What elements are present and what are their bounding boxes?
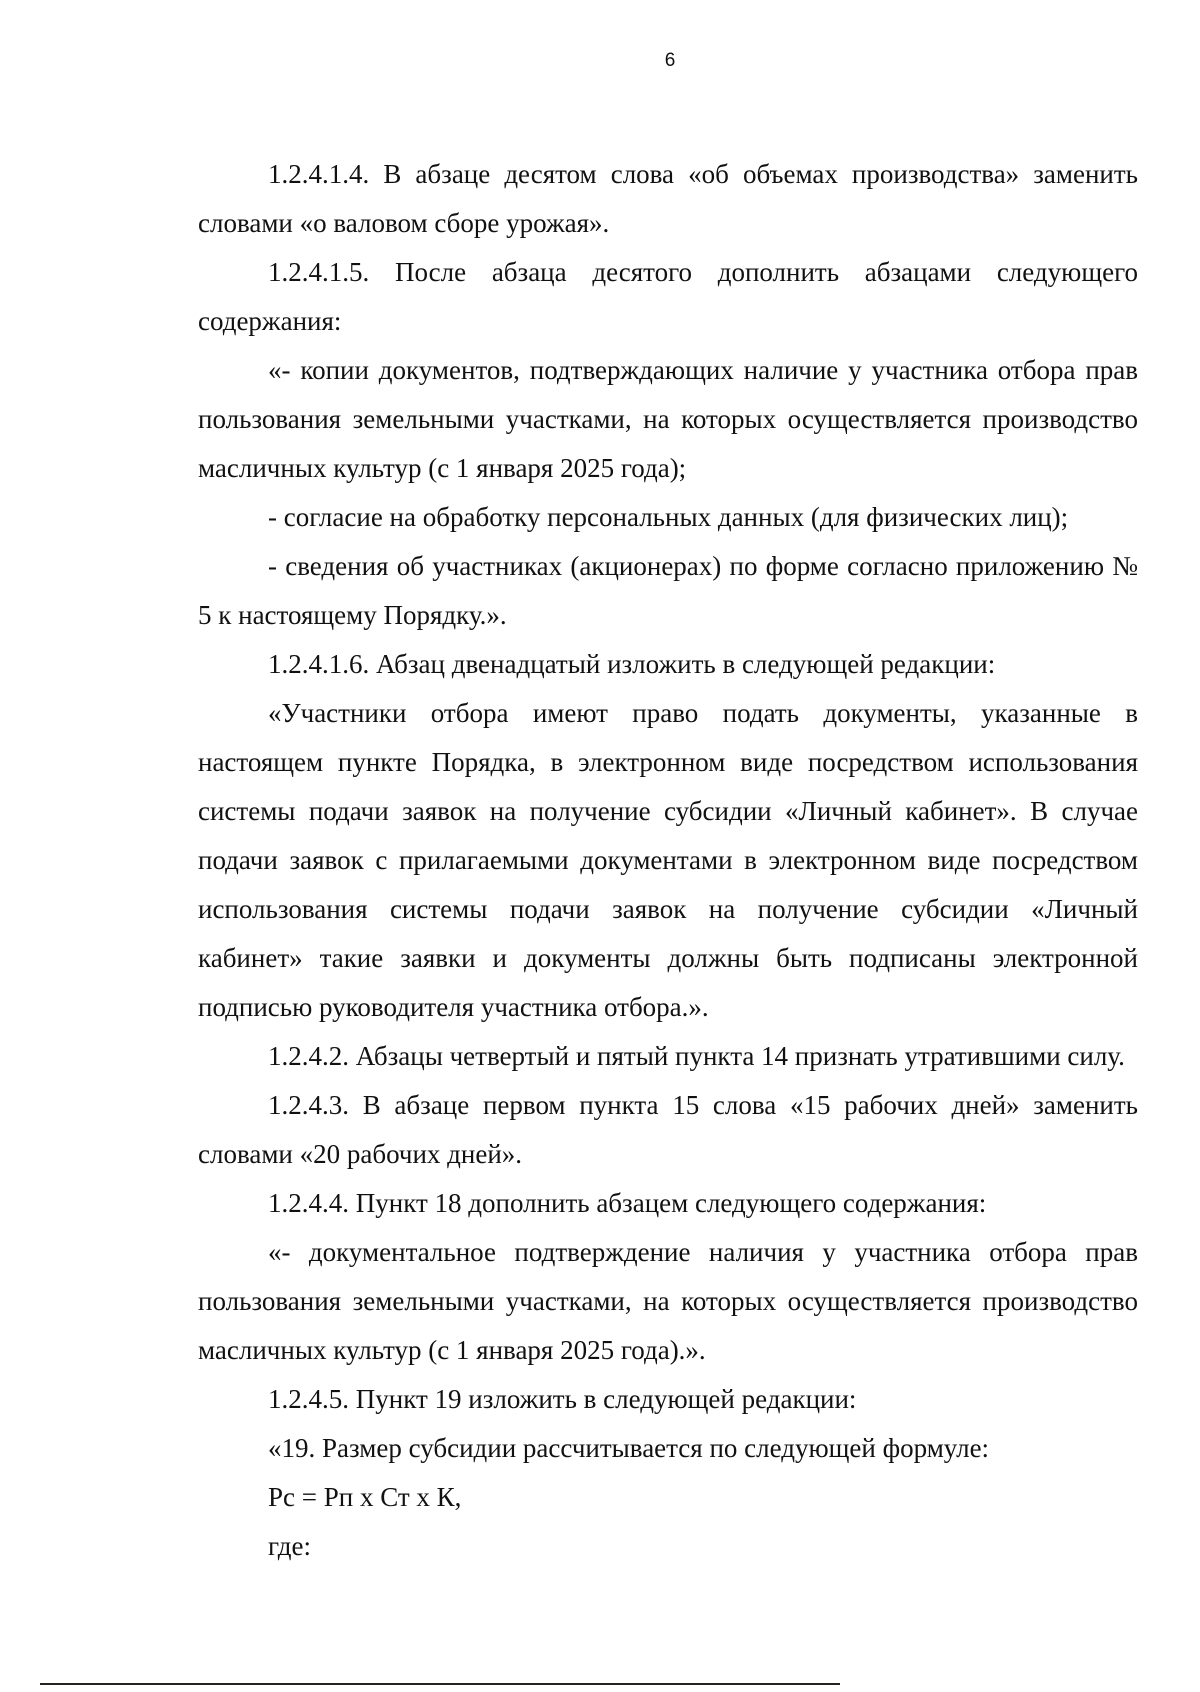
paragraph-1-2-4-1-4: 1.2.4.1.4. В абзаце десятом слова «об объемах производства» заменить словами «о валовом сборе урожая». [198,159,1138,238]
subsidy-formula: Рс = Рп х Ст х К, [268,1482,462,1512]
paragraph-1-2-4-3: 1.2.4.3. В абзаце первом пункта 15 слова «15 рабочих дней» заменить словами «20 рабочих дней». [198,1090,1138,1169]
paragraph-1-2-4-4: 1.2.4.4. Пункт 18 дополнить абзацем следующего содержания: [268,1188,987,1218]
document-body [198,150,1138,1571]
paragraph-shareholders-info: - сведения об участниках (акционерах) по форме согласно приложению № 5 к настоящему Порядку.». [198,551,1138,630]
where-label: где: [268,1531,311,1561]
paragraph-1-2-4-1-5: 1.2.4.1.5. После абзаца десятого дополнить абзацами следующего содержания: [198,257,1138,336]
paragraph-electronic-submission: «Участники отбора имеют право подать документы, указанные в настоящем пункте Порядка, в электронном виде посредством использования системы подачи заявок на получение субсидии «Личный кабинет». В случае подачи заявок с прилагаемыми документами в электронном виде посредством использования системы подачи заявок на получение субсидии «Личный кабинет» такие заявки и документы должны быть подписаны электронной подписью руководителя участника отбора.». [198,698,1138,1022]
paragraph-1-2-4-1-6: 1.2.4.1.6. Абзац двенадцатый изложить в следующей редакции: [268,649,996,679]
paragraph-land-rights-copies: «- копии документов, подтверждающих наличие у участника отбора прав пользования земельными участками, на которых осуществляется производство масличных культур (с 1 января 2025 года); [198,355,1138,483]
page-number: 6 [664,50,676,71]
paragraph-land-rights-confirmation: «- документальное подтверждение наличия у участника отбора прав пользования земельными участками, на которых осуществляется производство масличных культур (с 1 января 2025 года).». [198,1237,1138,1365]
paragraph-1-2-4-5: 1.2.4.5. Пункт 19 изложить в следующей редакции: [268,1384,857,1414]
paragraph-point-19: «19. Размер субсидии рассчитывается по следующей формуле: [268,1433,990,1463]
paragraph-1-2-4-2: 1.2.4.2. Абзацы четвертый и пятый пункта 14 признать утратившими силу. [268,1041,1125,1071]
paragraph-personal-data-consent: - согласие на обработку персональных данных (для физических лиц); [268,502,1069,532]
bottom-rule [40,1683,840,1685]
